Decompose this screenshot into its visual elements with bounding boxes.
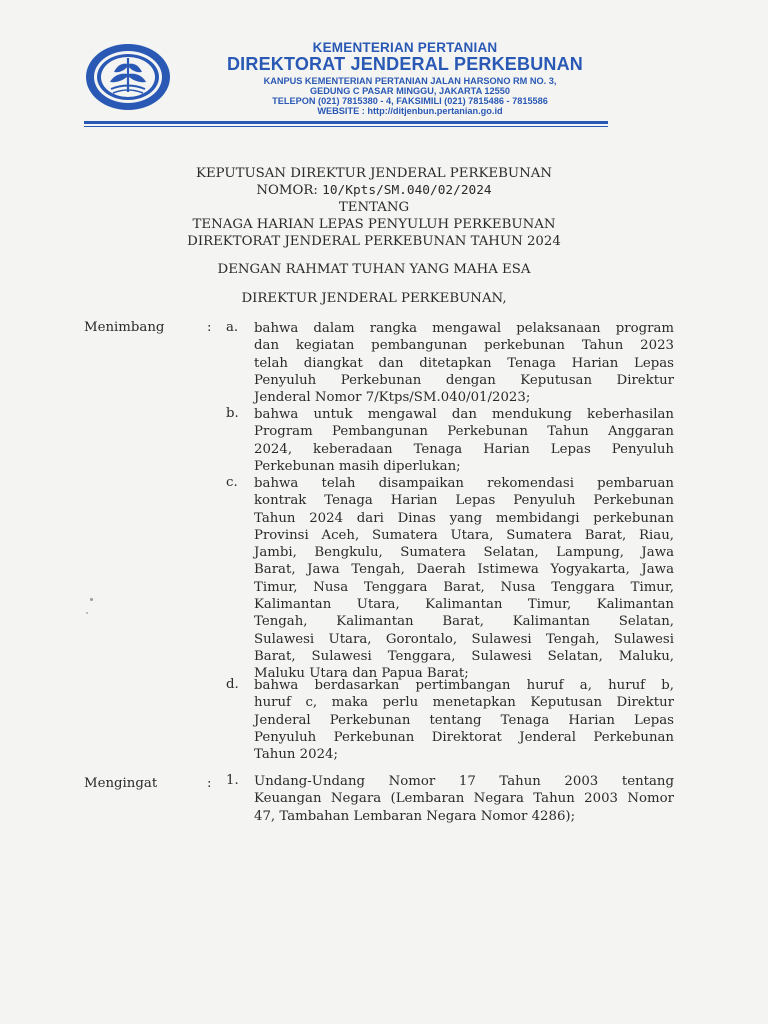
menimbang-marker-a: a.: [226, 320, 239, 335]
text-line: Jenderal Nomor 7/Ktps/SM.040/01/2023;: [254, 390, 531, 406]
decree-subject-2: DIREKTORAT JENDERAL PERKEBUNAN TAHUN 2024: [187, 234, 561, 249]
text-line: Maluku Utara dan Papua Barat;: [254, 666, 469, 682]
text-line: kontrak Tenaga Harian Lepas Penyuluh Perkebunan: [254, 493, 674, 509]
scan-speck: [90, 598, 93, 601]
text-line: Barat, Sulawesi Tenggara, Sulawesi Selatan, Maluku,: [254, 648, 674, 664]
letterhead-rule-thin: [84, 126, 608, 127]
text-line: huruf c, maka perlu menetapkan Keputusan Direktur: [254, 695, 674, 711]
address-line-1: KANPUS KEMENTERIAN PERTANIAN JALAN HARSONO RM NO. 3,: [263, 76, 557, 86]
text-line: Barat, Jawa Tengah, Daerah Istimewa Yogyakarta, Jawa: [254, 562, 674, 578]
text-line: Jambi, Bengkulu, Sumatera Selatan, Lampung, Jawa: [254, 545, 674, 561]
text-line: Provinsi Aceh, Sumatera Utara, Sumatera Barat, Riau,: [254, 527, 674, 543]
text-line: Tahun 2024 dari Dinas yang membidangi perkebunan: [254, 510, 674, 526]
menimbang-label: Menimbang: [84, 320, 165, 335]
ministry-logo-icon: [84, 42, 172, 112]
menimbang-item-a: [254, 320, 674, 406]
text-line: bahwa dalam rangka mengawal pelaksanaan program: [254, 321, 674, 336]
text-line: Sulawesi Utara, Gorontalo, Sulawesi Tengah, Sulawesi: [254, 631, 674, 647]
decree-about: TENTANG: [338, 200, 410, 215]
text-line: 47, Tambahan Lembaran Negara Nomor 4286);: [254, 808, 576, 824]
menimbang-item-b: [254, 406, 674, 475]
invocation: DENGAN RAHMAT TUHAN YANG MAHA ESA: [217, 262, 531, 277]
menimbang-marker-d: d.: [226, 677, 239, 692]
phone-fax-line: TELEPON (021) 7815380 - 4, FAKSIMILI (021) 7815486 - 7815586: [272, 96, 548, 106]
mengingat-label: Mengingat: [84, 776, 158, 791]
scan-speck: [86, 612, 88, 614]
menimbang-item-c: [254, 475, 674, 683]
text-line: Timur, Nusa Tenggara Barat, Nusa Tenggara Timur,: [254, 579, 674, 595]
text-line: Program Pembangunan Perkebunan Tahun Anggaran: [254, 424, 674, 440]
ministry-name: KEMENTERIAN PERTANIAN: [312, 40, 498, 55]
decree-number-value: 10/Kpts/SM.040/02/2024: [322, 183, 492, 198]
menimbang-colon: :: [207, 320, 212, 335]
text-line: Penyuluh Perkebunan Direktorat Jenderal Perkebunan: [254, 729, 674, 745]
text-line: Tahun 2024;: [254, 747, 339, 763]
text-line: Penyuluh Perkebunan dengan Keputusan Direktur: [254, 372, 674, 388]
website-line: WEBSITE : http://ditjenbun.pertanian.go.id: [317, 106, 503, 116]
text-line: telah diangkat dan ditetapkan Tenaga Harian Lepas: [254, 355, 674, 371]
directorate-name: DIREKTORAT JENDERAL PERKEBUNAN: [226, 54, 584, 74]
text-line: Tengah, Kalimantan Barat, Kalimantan Selatan,: [254, 614, 674, 630]
text-line: 2024, keberadaan Tenaga Harian Lepas Penyuluh: [254, 441, 674, 457]
menimbang-marker-b: b.: [226, 406, 239, 421]
text-line: dan kegiatan pembangunan perkebunan Tahun 2023: [254, 338, 674, 354]
decree-title: KEPUTUSAN DIREKTUR JENDERAL PERKEBUNAN: [196, 166, 552, 181]
letterhead-rule-thick: [84, 121, 608, 124]
menimbang-item-d: [254, 677, 674, 763]
menimbang-marker-c: c.: [226, 475, 238, 490]
mengingat-item-1: [254, 773, 674, 825]
text-line: bahwa untuk mengawal dan mendukung keberhasilan: [254, 407, 674, 422]
decree-number: [84, 183, 664, 198]
address-line-2: GEDUNG C PASAR MINGGU, JAKARTA 12550: [310, 86, 510, 96]
decree-number-label: NOMOR:: [256, 183, 318, 198]
text-line: Kalimantan Utara, Kalimantan Timur, Kalimantan: [254, 597, 674, 613]
text-line: Keuangan Negara (Lembaran Negara Tahun 2003 Nomor: [254, 791, 674, 807]
mengingat-colon: :: [207, 776, 212, 791]
text-line: Perkebunan masih diperlukan;: [254, 458, 461, 474]
text-line: bahwa telah disampaikan rekomendasi pembaruan: [254, 476, 674, 491]
text-line: Jenderal Perkebunan tentang Tenaga Harian Lepas: [254, 712, 674, 728]
mengingat-marker-1: 1.: [226, 773, 239, 788]
text-line: bahwa berdasarkan pertimbangan huruf a, huruf b,: [254, 678, 674, 693]
issuer: DIREKTUR JENDERAL PERKEBUNAN,: [241, 291, 507, 306]
decree-subject-1: TENAGA HARIAN LEPAS PENYULUH PERKEBUNAN: [192, 217, 556, 232]
text-line: Undang-Undang Nomor 17 Tahun 2003 tentang: [254, 774, 674, 789]
